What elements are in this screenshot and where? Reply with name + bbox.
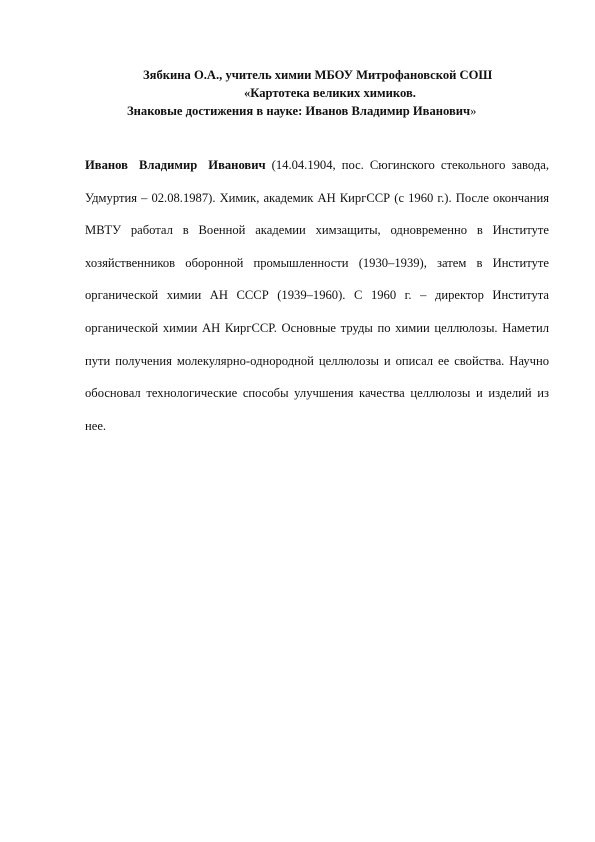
biography-text: (14.04.1904, пос. Сюгинского стекольного завода, Удмуртия – 02.08.1987). Химик, академик АН КиргССР (с 1960 г.). После окончания МВТУ работал в Военной академии химзащиты, одновременно в Институте хозяйственников оборонной промышленности (1930–1939), затем в Институте органической химии АН СССР (1939–1960). С 1960 г. – директор Института органической химии АН КиргССР. Основные труды по химии целлюлозы. Наметил пути получения молекулярно-однородной целлюлозы и описал ее свойства. Научно обосновал технологические способы улучшения качества целлюлозы и изделий из нее.: [85, 158, 549, 433]
person-name: Иванов Владимир Иванович: [85, 158, 266, 172]
author-line: Зябкина О.А., учитель химии МБОУ Митрофановской СОШ: [143, 68, 493, 82]
biography-paragraph: [85, 149, 549, 442]
closing-quote: »: [470, 104, 477, 118]
subject-title-line: [127, 102, 476, 120]
series-title-line: «Картотека великих химиков.: [244, 86, 416, 100]
subject-title-text: Знаковые достижения в науке: Иванов Владимир Иванович: [127, 104, 471, 118]
